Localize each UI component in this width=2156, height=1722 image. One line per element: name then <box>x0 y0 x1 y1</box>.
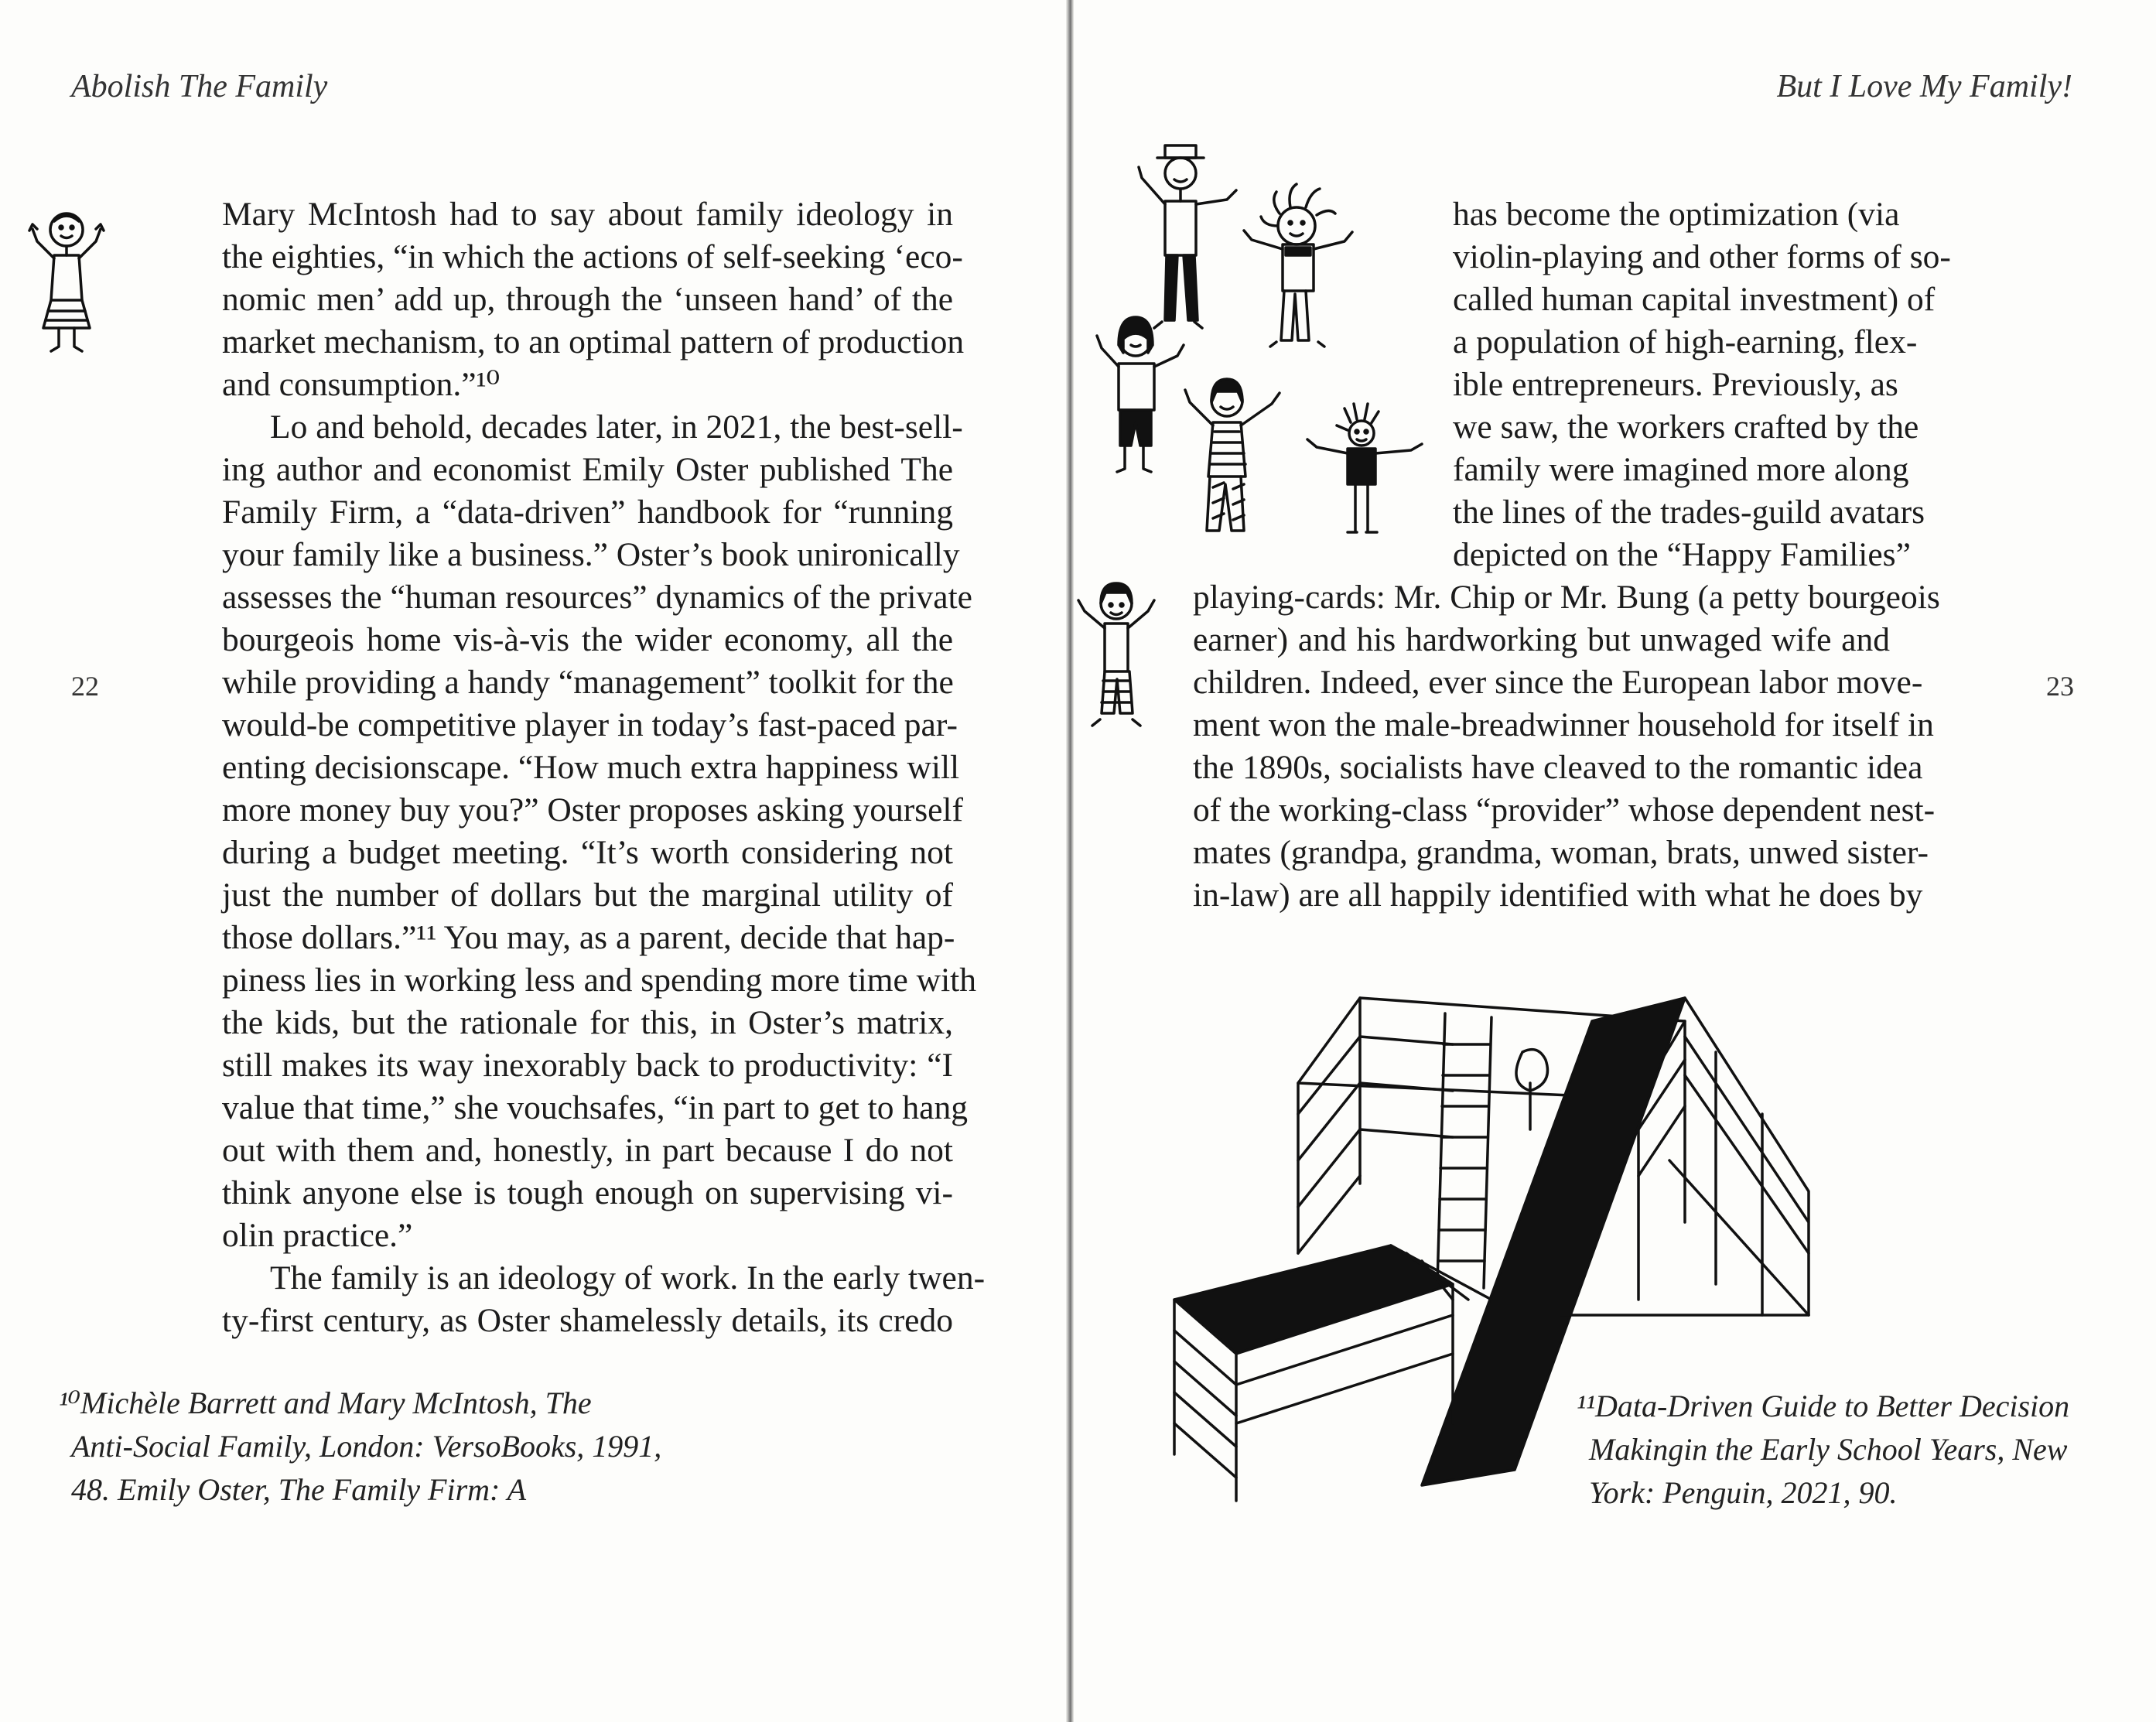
body-line: piness lies in working less and spending more time with <box>222 962 977 999</box>
body-line: the eighties, “in which the actions of self-seeking ‘eco- <box>222 238 963 275</box>
left-page <box>0 0 1066 1722</box>
body-line: Mary McIntosh had to say about family ideology in <box>222 196 953 233</box>
body-line: those dollars.”¹¹ You may, as a parent, decide that hap- <box>222 919 955 956</box>
body-line: in-law) are all happily identified with what he does by <box>1193 876 1923 914</box>
body-line: just the number of dollars but the marginal utility of <box>222 876 953 914</box>
body-line: and consumption.”¹⁰ <box>222 366 501 403</box>
body-line: Lo and behold, decades later, in 2021, the best-sell- <box>270 408 963 446</box>
book-gutter <box>1066 0 1074 1722</box>
left-running-head: Abolish The Family <box>71 69 328 104</box>
body-line: olin practice.” <box>222 1217 413 1254</box>
body-line: market mechanism, to an optimal pattern of production <box>222 323 965 360</box>
right-running-head: But I Love My Family! <box>1776 69 2072 104</box>
body-line: assesses the “human resources” dynamics of the private <box>222 579 972 616</box>
body-line: a population of high-earning, flex- <box>1453 323 1918 360</box>
body-line: ing author and economist Emily Oster published The <box>222 451 953 488</box>
body-line: earner) and his hardworking but unwaged wife and <box>1193 621 1890 658</box>
footnote-line: Anti-Social Family, London: VersoBooks, 1991, <box>71 1429 662 1464</box>
left-page-number: 22 <box>71 671 99 702</box>
footnote-line: ¹⁰Michèle Barrett and Mary McIntosh, The <box>59 1385 592 1420</box>
footnote-line: 48. Emily Oster, The Family Firm: A <box>71 1472 527 1507</box>
body-line: children. Indeed, ever since the European labor move- <box>1193 664 1923 701</box>
body-line: violin-playing and other forms of so- <box>1453 238 1951 275</box>
body-line: nomic men’ add up, through the ‘unseen hand’ of the <box>222 281 953 318</box>
body-line: the lines of the trades-guild avatars <box>1453 494 1925 531</box>
child-figure-doodle-icon <box>1074 572 1159 743</box>
body-line: the kids, but the rationale for this, in Oster’s matrix, <box>222 1004 953 1041</box>
body-line: ment won the male-breadwinner household for itself in <box>1193 706 1934 743</box>
footnote-line: ¹¹Data-Driven Guide to Better Decision <box>1577 1389 2070 1423</box>
body-line: the 1890s, socialists have cleaved to the romantic idea <box>1193 749 1923 786</box>
body-line: The family is an ideology of work. In the early twen- <box>270 1259 986 1297</box>
body-line: while providing a handy “management” toolkit for the <box>222 664 954 701</box>
left-footnote <box>59 1382 662 1512</box>
right-body-text-wide <box>1193 576 1940 917</box>
body-line: bourgeois home vis-à-vis the wider economy, all the <box>222 621 953 658</box>
body-line: enting decisionscape. “How much extra happiness will <box>222 749 960 786</box>
woman-figure-doodle-icon <box>28 203 105 357</box>
body-line: Family Firm, a “data-driven” handbook for “running <box>222 494 953 531</box>
body-line: mates (grandpa, grandma, woman, brats, unwed sister- <box>1193 834 1929 871</box>
body-line: depicted on the “Happy Families” <box>1453 536 1911 573</box>
body-line: value that time,” she vouchsafes, “in part to get to hang <box>222 1089 968 1126</box>
body-line: think anyone else is tough enough on supervising vi- <box>222 1174 953 1211</box>
left-body-text <box>222 193 986 1342</box>
body-line: of the working-class “provider” whose dependent nest- <box>1193 791 1936 829</box>
body-line: playing-cards: Mr. Chip or Mr. Bung (a petty bourgeois <box>1193 579 1940 616</box>
body-line: would-be competitive player in today’s fast-paced par- <box>222 706 958 743</box>
body-line: ty-first century, as Oster shamelessly details, its credo <box>222 1302 953 1339</box>
body-line: during a budget meeting. “It’s worth considering not <box>222 834 953 871</box>
body-line: has become the optimization (via <box>1453 196 1900 233</box>
body-line: more money buy you?” Oster proposes asking yourself <box>222 791 963 829</box>
footnote-line: York: Penguin, 2021, 90. <box>1589 1475 1898 1510</box>
right-footnote <box>1577 1385 2070 1515</box>
body-line: we saw, the workers crafted by the <box>1453 408 1919 446</box>
footnote-line: Makingin the Early School Years, New <box>1589 1432 2068 1467</box>
right-body-text-narrow <box>1453 193 1951 576</box>
body-line: called human capital investment) of <box>1453 281 1936 318</box>
right-page-number: 23 <box>2046 671 2074 702</box>
body-line: your family like a business.” Oster’s book unironically <box>222 536 960 573</box>
body-line: still makes its way inexorably back to productivity: “I <box>222 1047 953 1084</box>
body-line: family were imagined more along <box>1453 451 1909 488</box>
family-group-doodle-icon <box>1097 139 1453 557</box>
body-line: out with them and, honestly, in part because I do not <box>222 1132 953 1169</box>
right-page <box>1074 0 2156 1722</box>
body-line: ible entrepreneurs. Previously, as <box>1453 366 1898 403</box>
